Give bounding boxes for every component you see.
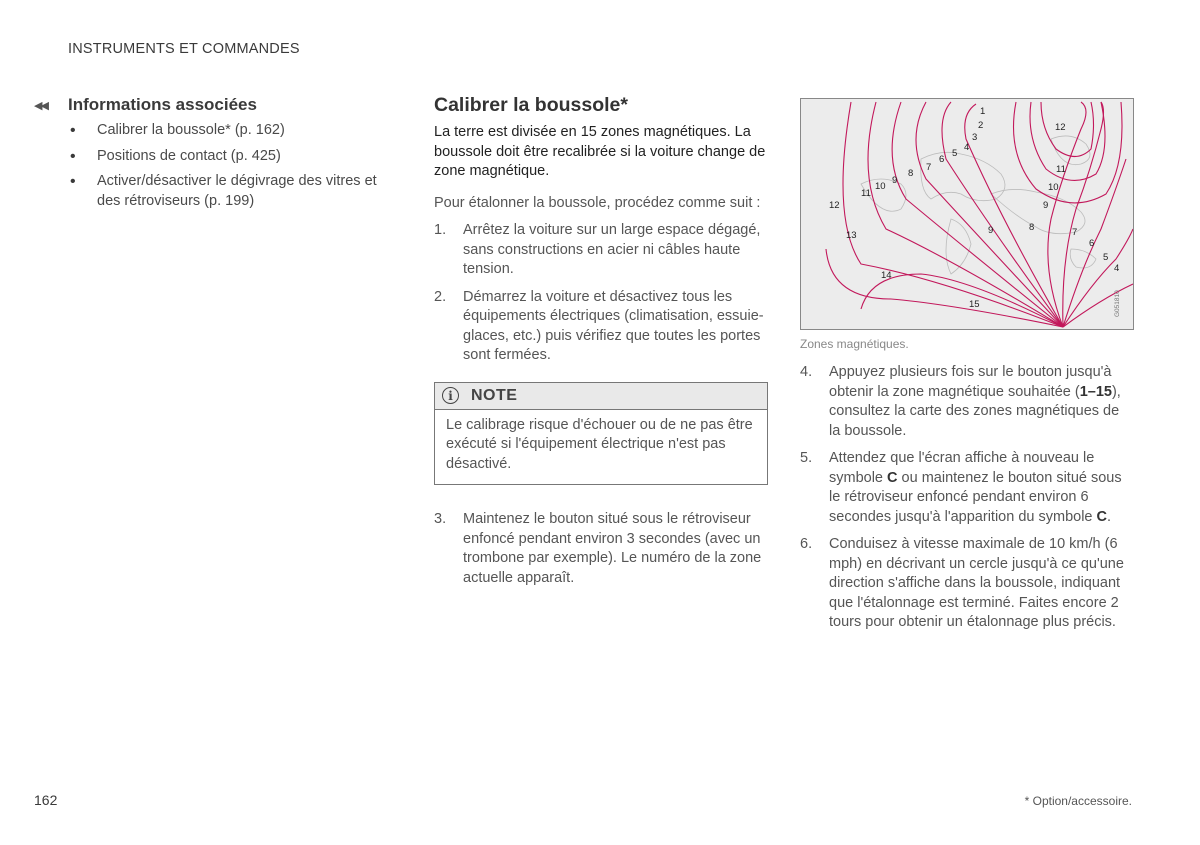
step-number: 5. [800,450,813,466]
zone-label: 6 [1089,238,1095,249]
info-icon: i [442,387,459,404]
step-text: ou maintenez le bouton situé sous le rétroviseur enfoncé pendant environ 6 secondes jusqu'à l'apparition du symbole [829,469,1122,525]
page-title: Calibrer la boussole* [434,94,628,116]
step-text: Attendez que l'écran affiche à nouveau le symbole [829,450,1095,486]
step-item [800,449,1134,527]
zone-number-labels [829,106,1119,310]
section-header: INSTRUMENTS ET COMMANDES [68,41,300,57]
steps-list [434,221,768,366]
zone-lines [826,102,1133,327]
step-item [800,535,1134,633]
step-text: . [1107,508,1112,525]
step-text: Conduisez à vitesse maximale de 10 km/h (6 mph) en décrivant un cercle jusqu'à ce qu'une direction s'affiche dans la boussole, indiquant que l'étalonnage est terminé. Faites encore 2 tours pour obtenir un étalonnage plus précis. [829,536,1124,630]
related-info-heading [34,95,394,115]
note-header [435,383,767,410]
related-info [34,95,394,217]
related-info-title: Informations associées [68,95,257,114]
note-title: NOTE [471,386,518,404]
zone-label: 9 [988,225,994,236]
footnote: * Option/accessoire. [1024,794,1132,808]
compass-symbol: C [1096,508,1107,525]
step-item [800,363,1134,441]
steps-list-continued [434,510,768,588]
zone-label: 4 [1114,263,1120,274]
zones-map-svg [801,99,1133,329]
related-link-ignition[interactable]: • Positions de contact (p. 425) [68,147,394,167]
related-link-calibrate[interactable]: • Calibrer la boussole* (p. 162) [68,121,394,141]
step-text: Démarrez la voiture et désactivez tous les équipements électriques (climatisation, essuie-glaces, etc.) puis vérifiez que toutes les portes sont fermées. [463,288,764,363]
zone-label: 9 [1043,200,1049,211]
zone-label: 10 [875,181,886,192]
zone-label: 12 [829,200,840,211]
zone-label: 3 [972,132,978,143]
zone-label: 8 [1029,222,1035,233]
step-item [434,221,768,280]
related-link-defrost[interactable]: • Activer/désactiver le dégivrage des vitres et des rétroviseurs (p. 199) [68,172,394,211]
zone-label: 11 [861,188,871,199]
intro-paragraph: Pour étalonner la boussole, procédez comme suit : [434,194,761,211]
zone-label: 8 [908,168,914,179]
step-text: Appuyez plusieurs fois sur le bouton jusqu'à obtenir la zone magnétique souhaitée ( [829,364,1112,400]
related-links-list [34,121,394,211]
step-number: 4. [800,364,813,380]
zone-label: 7 [926,162,932,173]
zone-label: 14 [881,270,892,281]
zone-label: 12 [1055,122,1066,133]
double-arrow-icon: ◀◀ [34,99,47,112]
compass-symbol: C [887,469,898,486]
zone-label: 13 [846,230,857,241]
zone-label: 5 [952,148,958,159]
zone-label: 11 [1056,164,1066,175]
zone-label: 6 [939,154,945,165]
note-text: Le calibrage risque d'échouer ou de ne pas être exécuté si l'équipement électrique n'est pas désactivé. [446,416,753,472]
step-item [434,510,768,588]
step-number: 2. [434,288,447,305]
step-text: Arrêtez la voiture sur un large espace dégagé, sans constructions en acier ni câbles haute tension. [463,222,761,277]
page-number: 162 [34,792,58,808]
note-box [434,382,768,486]
zone-label: 9 [892,175,898,186]
step-item [434,288,768,366]
zone-label: 15 [969,299,980,310]
figure-column [800,98,1134,641]
magnetic-zones-map [800,98,1134,330]
figure-code: G051810 [1114,290,1121,317]
step-number: 6. [800,536,813,552]
zone-label: 5 [1103,252,1109,263]
zone-label: 7 [1072,227,1078,238]
step-text: Maintenez le bouton situé sous le rétroviseur enfoncé pendant environ 3 secondes (avec un trombone par exemple). Le numéro de la zone actuelle apparaît. [463,511,762,586]
step-number: 3. [434,511,447,527]
zone-label: 10 [1048,182,1059,193]
lead-paragraph: La terre est divisée en 15 zones magnétiques. La boussole doit être recalibrée si la voiture change de zone magnétique. [434,124,766,179]
figure-caption: Zones magnétiques. [800,337,909,351]
main-column [434,94,768,596]
steps-list-right [800,363,1134,633]
step-text: ), consultez la carte des zones magnétiques de la boussole. [829,383,1121,439]
zone-range: 1–15 [1079,383,1112,400]
step-number: 1. [434,222,447,238]
zone-label: 4 [964,142,970,153]
zone-label: 2 [978,120,984,131]
zone-label: 1 [980,106,986,117]
continents-outline [861,136,1096,274]
